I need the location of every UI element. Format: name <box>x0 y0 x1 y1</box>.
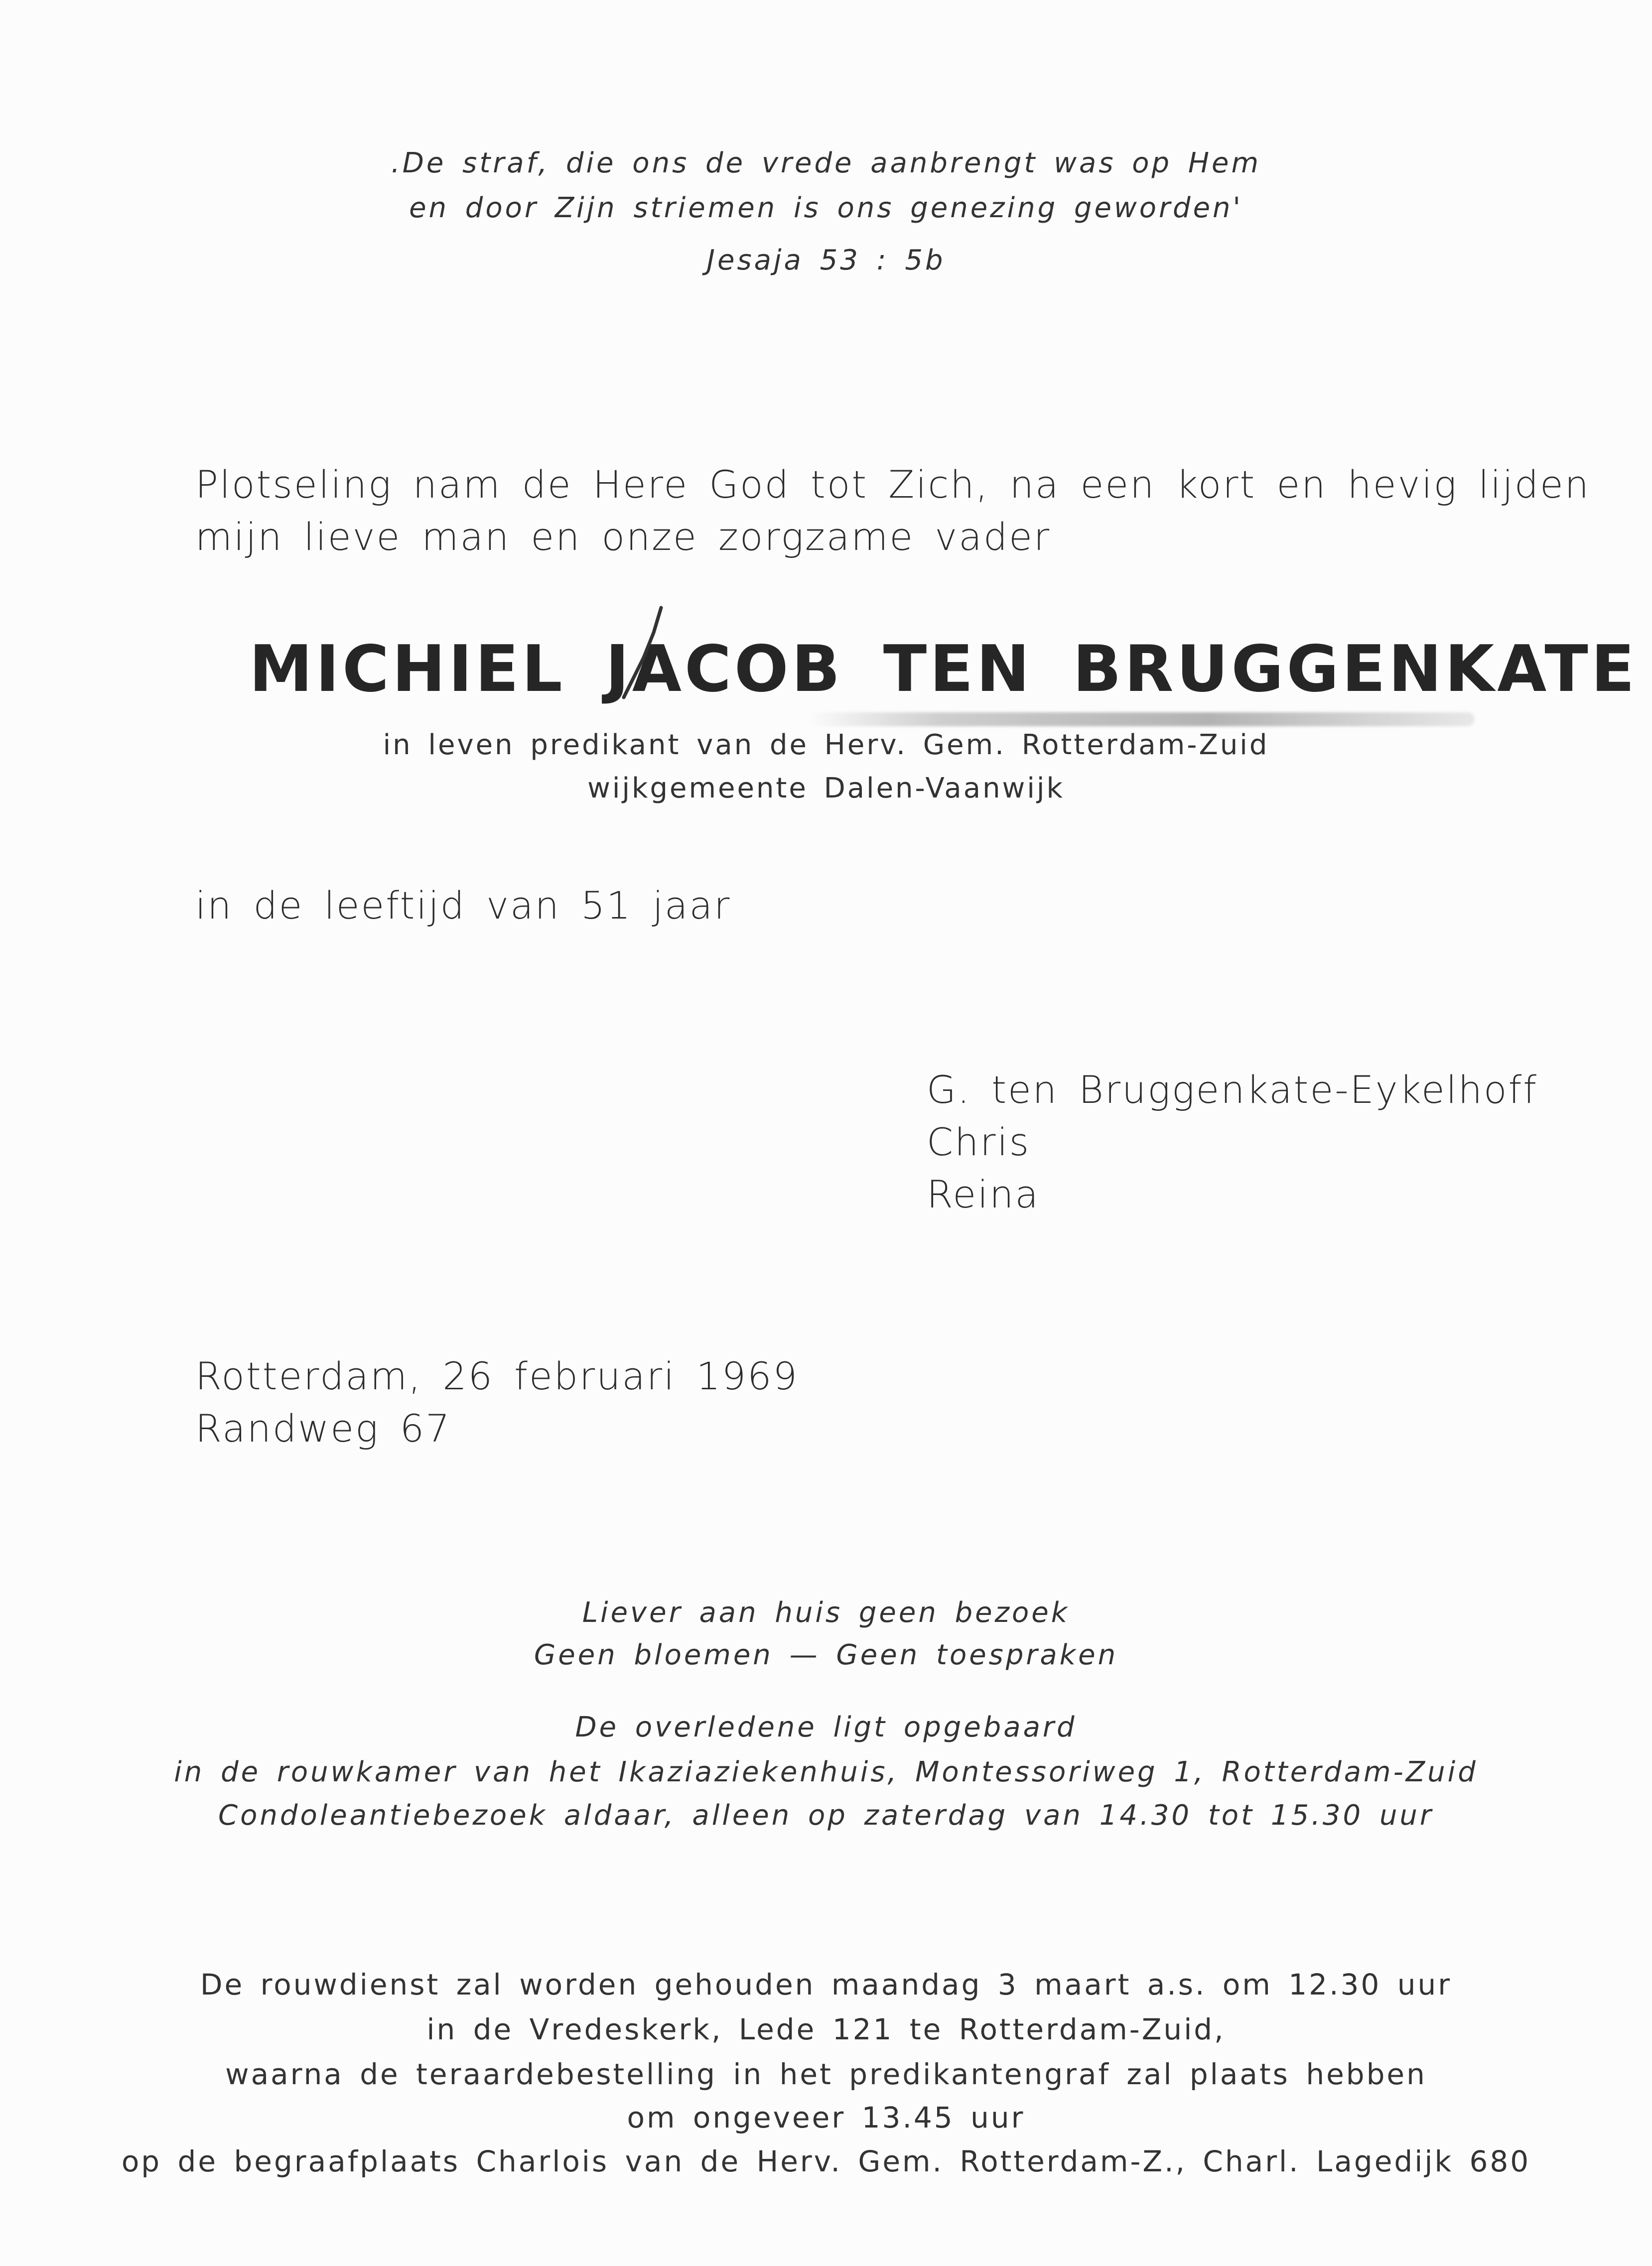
service-line-2: in de Vredeskerk, Lede 121 te Rotterdam-Zuid, <box>426 2012 1226 2046</box>
place-date: Rotterdam, 26 februari 1969 <box>195 1354 799 1398</box>
family-name-1: G. ten Bruggenkate-Eykelhoff <box>927 1067 1538 1112</box>
notice-line-3: De overledene ligt opgebaard <box>575 1711 1077 1743</box>
epigraph-reference: Jesaja 53 : 5b <box>706 244 946 276</box>
notice-line-1: Liever aan huis geen bezoek <box>582 1597 1070 1629</box>
epigraph-line-2: en door Zijn striemen is ons genezing geworden' <box>409 192 1243 224</box>
age-line: in de leeftijd van 51 jaar <box>195 883 731 928</box>
deceased-name: MICHIEL JACOB TEN BRUGGENKATE <box>249 632 1638 706</box>
notice-line-5: Condoleantiebezoek aldaar, alleen op zaterdag van 14.30 tot 15.30 uur <box>218 1799 1434 1832</box>
handwritten-correction-mark <box>614 598 684 707</box>
family-name-2: Chris <box>927 1120 1031 1164</box>
announcement-line-1: Plotseling nam de Here God tot Zich, na een kort en hevig lijden <box>195 462 1590 507</box>
epigraph-line-1: .De straf, die ons de vrede aanbrengt was op Hem <box>391 147 1261 179</box>
notice-line-2: Geen bloemen — Geen toespraken <box>534 1639 1118 1671</box>
deceased-role-line-1: in leven predikant van de Herv. Gem. Rotterdam-Zuid <box>383 729 1269 761</box>
notice-line-4: in de rouwkamer van het Ikaziaziekenhuis, Montessoriweg 1, Rotterdam-Zuid <box>174 1756 1478 1788</box>
service-line-4: om ongeveer 13.45 uur <box>627 2101 1025 2134</box>
deceased-role-line-2: wijkgemeente Dalen-Vaanwijk <box>587 772 1065 804</box>
address: Randweg 67 <box>195 1406 451 1451</box>
service-line-3: waarna de teraardebestelling in het predikantengraf zal plaats hebben <box>225 2057 1427 2091</box>
service-line-5: op de begraafplaats Charlois van de Herv. Gem. Rotterdam-Z., Charl. Lagedijk 680 <box>121 2144 1531 2178</box>
announcement-line-2: mijn lieve man en onze zorgzame vader <box>195 515 1051 559</box>
ink-smudge <box>807 712 1475 726</box>
family-name-3: Reina <box>927 1172 1040 1216</box>
service-line-1: De rouwdienst zal worden gehouden maandag 3 maart a.s. om 12.30 uur <box>200 1968 1452 2001</box>
